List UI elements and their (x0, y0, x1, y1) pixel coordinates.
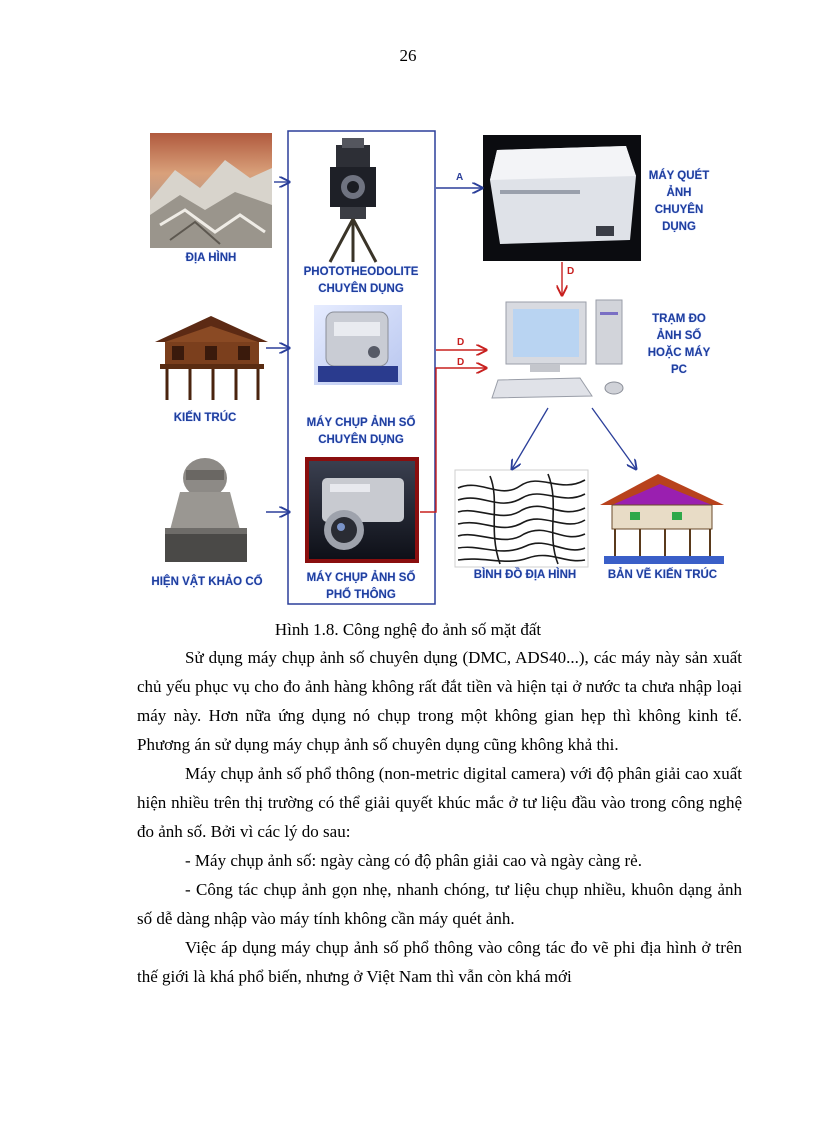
arrow-label-analog: A (456, 172, 464, 183)
label-architecture: KIẾN TRÚC (173, 412, 237, 424)
body-text (137, 643, 742, 991)
arrow-label-digital-1: D (457, 337, 465, 348)
arrow-label-digital-3: D (567, 266, 575, 277)
contour-map-image (455, 470, 588, 567)
label-contour-map: BÌNH ĐỒ ĐỊA HÌNH (473, 569, 577, 581)
label-consumer-camera: MÁY CHỤP ẢNH SỐ PHỔ THÔNG (306, 572, 416, 601)
figure-caption: Hình 1.8. Công nghệ đo ảnh số mặt đất (274, 620, 542, 639)
output-arrows (512, 408, 636, 469)
paragraph: Việc áp dụng máy chụp ảnh số phổ thông vào công tác đo vẽ phi địa hình ở trên thế giới là khá phổ biến, nhưng ở Việt Nam thì vẫn còn khá mới (137, 938, 742, 986)
metric-camera-image (314, 305, 402, 385)
workstation-image (489, 297, 638, 407)
label-phototheodolite: PHOTOTHEODOLITE CHUYÊN DỤNG (303, 266, 419, 295)
bullet-item: - Công tác chụp ảnh gọn nhẹ, nhanh chóng, tư liệu chụp nhiều, khuôn dạng ảnh số dễ dàng nhập vào máy tính không cần máy quét ảnh. (137, 880, 742, 928)
label-architectural-drawing: BẢN VẼ KIẾN TRÚC (607, 569, 718, 581)
label-workstation: TRẠM ĐO ẢNH SỐ HOẶC MÁY PC (647, 313, 711, 376)
architectural-drawing-image (597, 470, 727, 567)
paragraph: Máy chụp ảnh số phổ thông (non-metric digital camera) với độ phân giải cao xuất hiện nhiều trên thị trường có thể giải quyết khúc mắc ở tư liệu đầu vào trong công nghệ đo ảnh số. Bởi vì các lý do sau: (137, 764, 742, 841)
paragraph: Sử dụng máy chụp ảnh số chuyên dụng (DMC, ADS40...), các máy này sản xuất chủ yếu phục vụ cho đo ảnh hàng không rất đắt tiền và hiện tại ở nước ta chưa nhập loại máy này. Hơn nữa ứng dụng nó chụp trong một không gian hẹp thì không kinh tế. Phương án sử dụng máy chụp ảnh số chuyên dụng cũng không khả thi. (137, 648, 742, 754)
consumer-camera-image (305, 457, 419, 563)
page-number: 26 (399, 46, 417, 65)
label-artifact: HIỆN VẬT KHẢO CỔ (151, 576, 263, 588)
label-metric-camera: MÁY CHỤP ẢNH SỐ CHUYÊN DỤNG (306, 417, 416, 446)
phototheodolite-image (330, 138, 376, 262)
arrow-label-digital-2: D (457, 357, 465, 368)
label-scanner: MÁY QUÉT ẢNH CHUYÊN DỤNG (648, 170, 710, 233)
terrain-image (150, 133, 272, 248)
scanner-image (483, 135, 641, 261)
label-terrain: ĐỊA HÌNH (185, 252, 237, 264)
bullet-item: - Máy chụp ảnh số: ngày càng có độ phân giải cao và ngày càng rẻ. (185, 851, 642, 870)
architecture-image (150, 310, 272, 405)
artifact-image (155, 455, 265, 565)
